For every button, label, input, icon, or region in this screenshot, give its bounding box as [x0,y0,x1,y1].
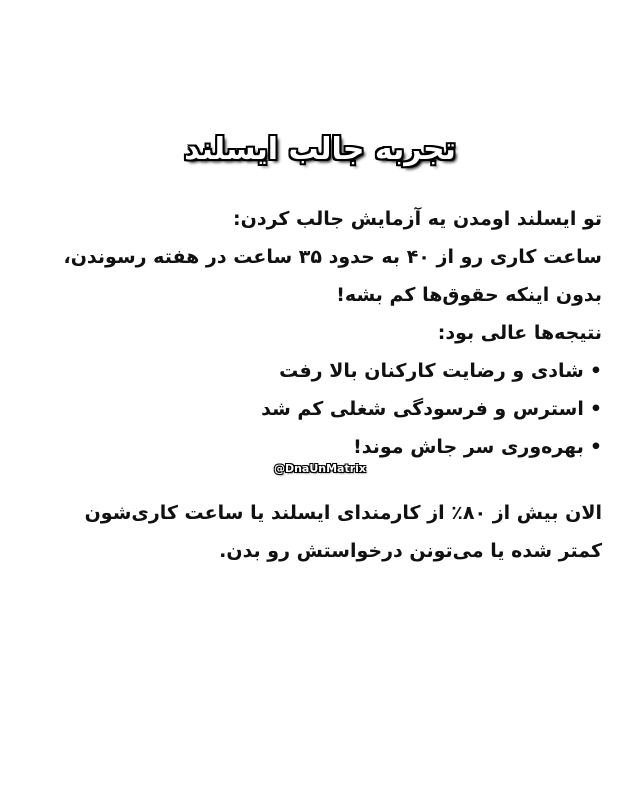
bullet-text: استرس و فرسودگی شغلی کم شد [261,398,584,420]
footer-line: کمتر شده یا می‌تونن درخواستش رو بدن. [219,540,602,562]
watermark-handle: @DnaUnMatrix [273,462,367,475]
result-bullet [32,390,602,428]
result-bullet [32,352,602,390]
intro-line: بدون اینکه حقوق‌ها کم بشه! [336,284,602,306]
bullet-marker: • [589,398,602,420]
post-body [32,200,602,466]
intro-line: نتیجه‌ها عالی بود: [437,322,602,344]
post-title: تجربه جالب ایسلند [184,132,456,167]
bullet-text: شادی و رضایت کارکنان بالا رفت [279,360,584,382]
intro-line: ساعت کاری رو از ۴۰ به حدود ۳۵ ساعت در هفته رسوندن، [63,246,602,268]
bullet-marker: • [589,436,602,458]
bullet-text: بهره‌وری سر جاش موند! [353,436,584,458]
intro-line: تو ایسلند اومدن یه آزمایش جالب کردن: [233,208,602,230]
bullet-marker: • [589,360,602,382]
result-bullet [32,428,602,466]
footer-line: الان بیش از ۸۰٪ از کارمندای ایسلند یا ساعت کاری‌شون [84,502,602,524]
post-footer [32,494,602,570]
